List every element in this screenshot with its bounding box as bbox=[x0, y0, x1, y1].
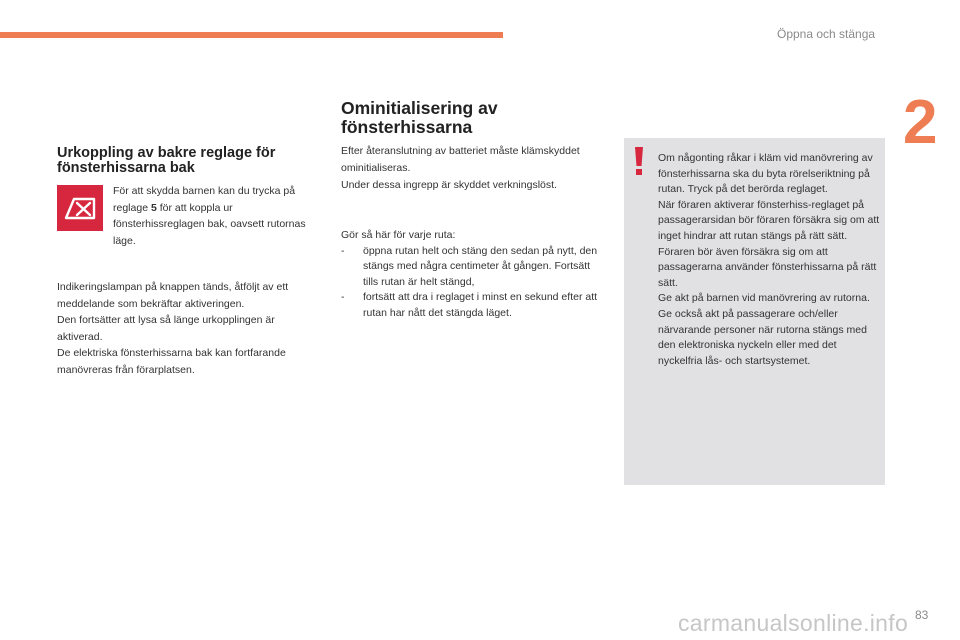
header-accent-bar bbox=[0, 32, 503, 38]
reinit-steps bbox=[341, 228, 606, 321]
left-heading: Urkoppling av bakre reglage för fönsterhissarna bak bbox=[57, 145, 276, 176]
window-lock-icon bbox=[57, 185, 103, 231]
left-paragraph: Indikeringslampan på knappen tänds, åtföljt av ett meddelande som bekräftar aktiveringen. Den fortsätter att lysa så länge urkopplingen är aktiverad. De elektriska fönsterhissarna bak kan fortfarande manövreras från förarplatsen. bbox=[57, 281, 289, 376]
chapter-number: 2 bbox=[903, 88, 938, 157]
middle-intro: Efter återanslutning av batteriet måste klämskyddet ominitialiseras. Under dessa ingrepp är skyddet verkningslöst. bbox=[341, 145, 580, 191]
warning-exclamation-icon bbox=[632, 146, 646, 176]
list-item bbox=[341, 244, 606, 291]
list-dash: - bbox=[341, 291, 345, 303]
control-number: 5 bbox=[150, 201, 157, 214]
steps-intro: Gör så här för varje ruta: bbox=[341, 229, 456, 241]
list-item-text: öppna rutan helt och stäng den sedan på nytt, den stängs med några centimeter åt gången. Fortsätt tills rutan är helt stängd, bbox=[363, 244, 598, 288]
middle-heading: Ominitialisering av fönsterhissarna bbox=[341, 98, 498, 137]
page-number: 83 bbox=[915, 608, 929, 622]
warning-text: Om någonting råkar i kläm vid manövrering av fönsterhissarna ska du byta rörelseriktning på rutan. Tryck på det berörda reglaget. När föraren aktiverar fönsterhiss-reglaget på passagerarsidan bör föraren försäkra sig om att inget hindrar att rutan stängs på rätt sätt. Föraren bör även försäkra sig om att passagerarna använder fönsterhissarna på rätt sätt. Ge akt på barnen vid manövrering av rutorna. Ge också akt på passagerare och/eller närvarande personer när rutorna stängs med den elektroniska nyckeln eller med det nyckelfria lås- och startsystemet. bbox=[658, 152, 880, 367]
section-title: Öppna och stänga bbox=[777, 27, 876, 41]
list-item bbox=[341, 290, 606, 321]
list-item-text: fortsätt att dra i reglaget i minst en sekund efter att rutan har nått det stängda läget. bbox=[363, 291, 598, 319]
left-lead-text: För att skydda barnen kan du trycka på reglage 5 för att koppla ur fönsterhissreglagen bak, oavsett rutornas läge. bbox=[113, 185, 306, 247]
list-dash: - bbox=[341, 244, 345, 257]
watermark: carmanualsonline.info bbox=[678, 610, 909, 636]
